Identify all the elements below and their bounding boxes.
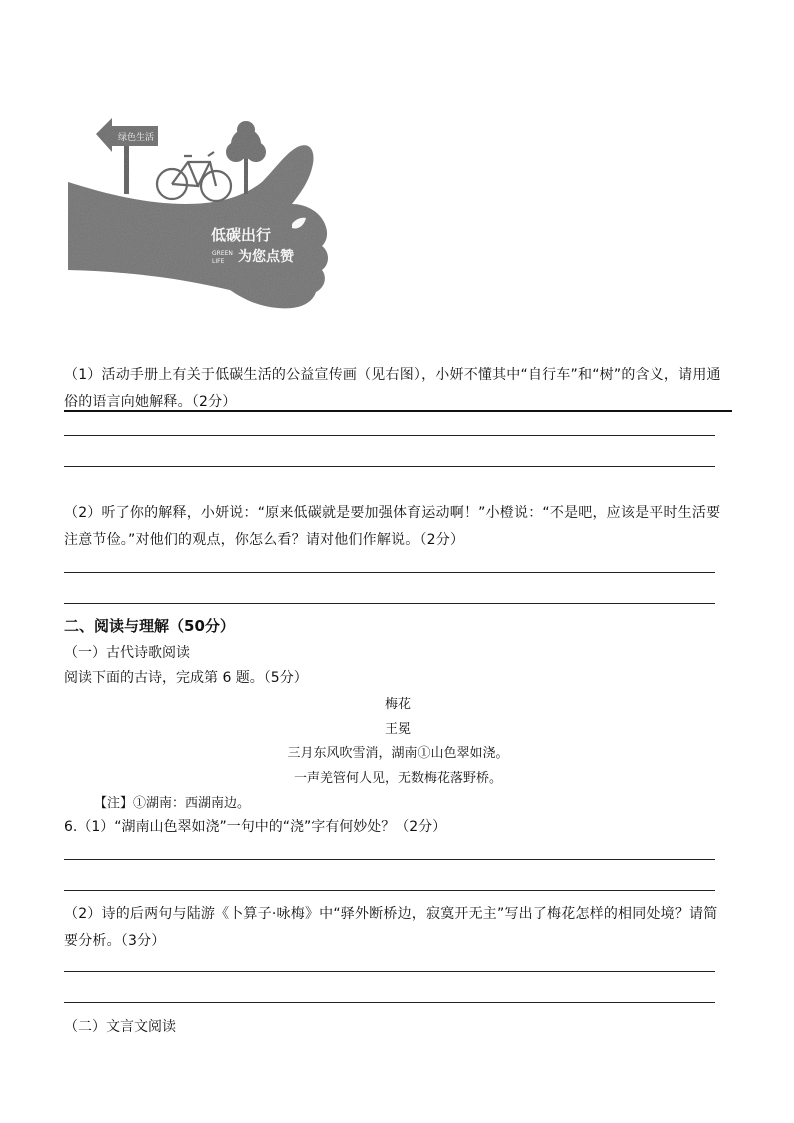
reading-instruction: 阅读下面的古诗，完成第 6 题。（5分） bbox=[64, 670, 308, 686]
question-2 bbox=[64, 500, 732, 554]
poem-note: 【注】①湖南：西湖南边。 bbox=[94, 796, 251, 811]
question-6-part2 bbox=[64, 901, 732, 955]
answer-line[interactable] bbox=[64, 1002, 715, 1003]
tree-icon bbox=[226, 121, 266, 194]
answer-line[interactable] bbox=[64, 859, 715, 860]
answer-line[interactable] bbox=[64, 572, 715, 573]
english-line2: LIFE bbox=[212, 258, 225, 265]
answer-line[interactable] bbox=[64, 466, 715, 467]
poster-illustration bbox=[66, 112, 332, 317]
question-1 bbox=[64, 362, 732, 416]
subsection-heading: （一）古代诗歌阅读 bbox=[64, 645, 190, 661]
answer-line[interactable] bbox=[64, 971, 715, 972]
answer-line[interactable] bbox=[64, 890, 715, 891]
slogan-line2: 为您点赞 bbox=[238, 249, 294, 265]
section-heading: 二、阅读与理解（50分） bbox=[64, 617, 235, 635]
poem-author: 王冕 bbox=[384, 722, 411, 737]
slogan-line1: 低碳出行 bbox=[211, 226, 272, 244]
question-6-part2-line2: 要分析。（3分） bbox=[64, 933, 166, 949]
bicycle-icon bbox=[157, 152, 231, 201]
question-6-part2-line1: （2）诗的后两句与陆游《卜算子·咏梅》中“驿外断桥边，寂寞开无主”写出了梅花怎样的相同处境？请简 bbox=[64, 906, 718, 922]
poem-line-2: 一声羌管何人见，无数梅花落野桥。 bbox=[293, 771, 502, 786]
sign-label: 绿色生活 bbox=[118, 133, 155, 143]
subsection-heading-2: （二）文言文阅读 bbox=[64, 1019, 176, 1035]
poem-title: 梅花 bbox=[384, 697, 411, 712]
low-carbon-poster bbox=[66, 112, 332, 317]
answer-line[interactable] bbox=[64, 435, 715, 436]
poem-line-1: 三月东风吹雪消，湖南①山色翠如浇。 bbox=[287, 746, 509, 761]
question-6-part1: 6.（1）“湖南山色翠如浇”一句中的“浇”字有何妙处？（2分） bbox=[64, 819, 447, 835]
question-1-line1: （1）活动手册上有关于低碳生活的公益宣传画（见右图），小妍不懂其中“自行车”和“树”的含义，请用通 bbox=[64, 367, 721, 383]
english-line1: GREEN bbox=[212, 250, 233, 257]
question-2-line2: 注意节俭。”对他们的观点，你怎么看？请对他们作解说。（2分） bbox=[64, 532, 465, 548]
divider-rule bbox=[64, 410, 732, 412]
question-2-line1: （2）听了你的解释，小妍说：“原来低碳就是要加强体育运动啊！”小橙说：“不是吧，应该是平时生活要 bbox=[64, 505, 721, 521]
answer-line[interactable] bbox=[64, 603, 715, 604]
question-1-line2: 俗的语言向她解释。（2分） bbox=[64, 394, 237, 410]
